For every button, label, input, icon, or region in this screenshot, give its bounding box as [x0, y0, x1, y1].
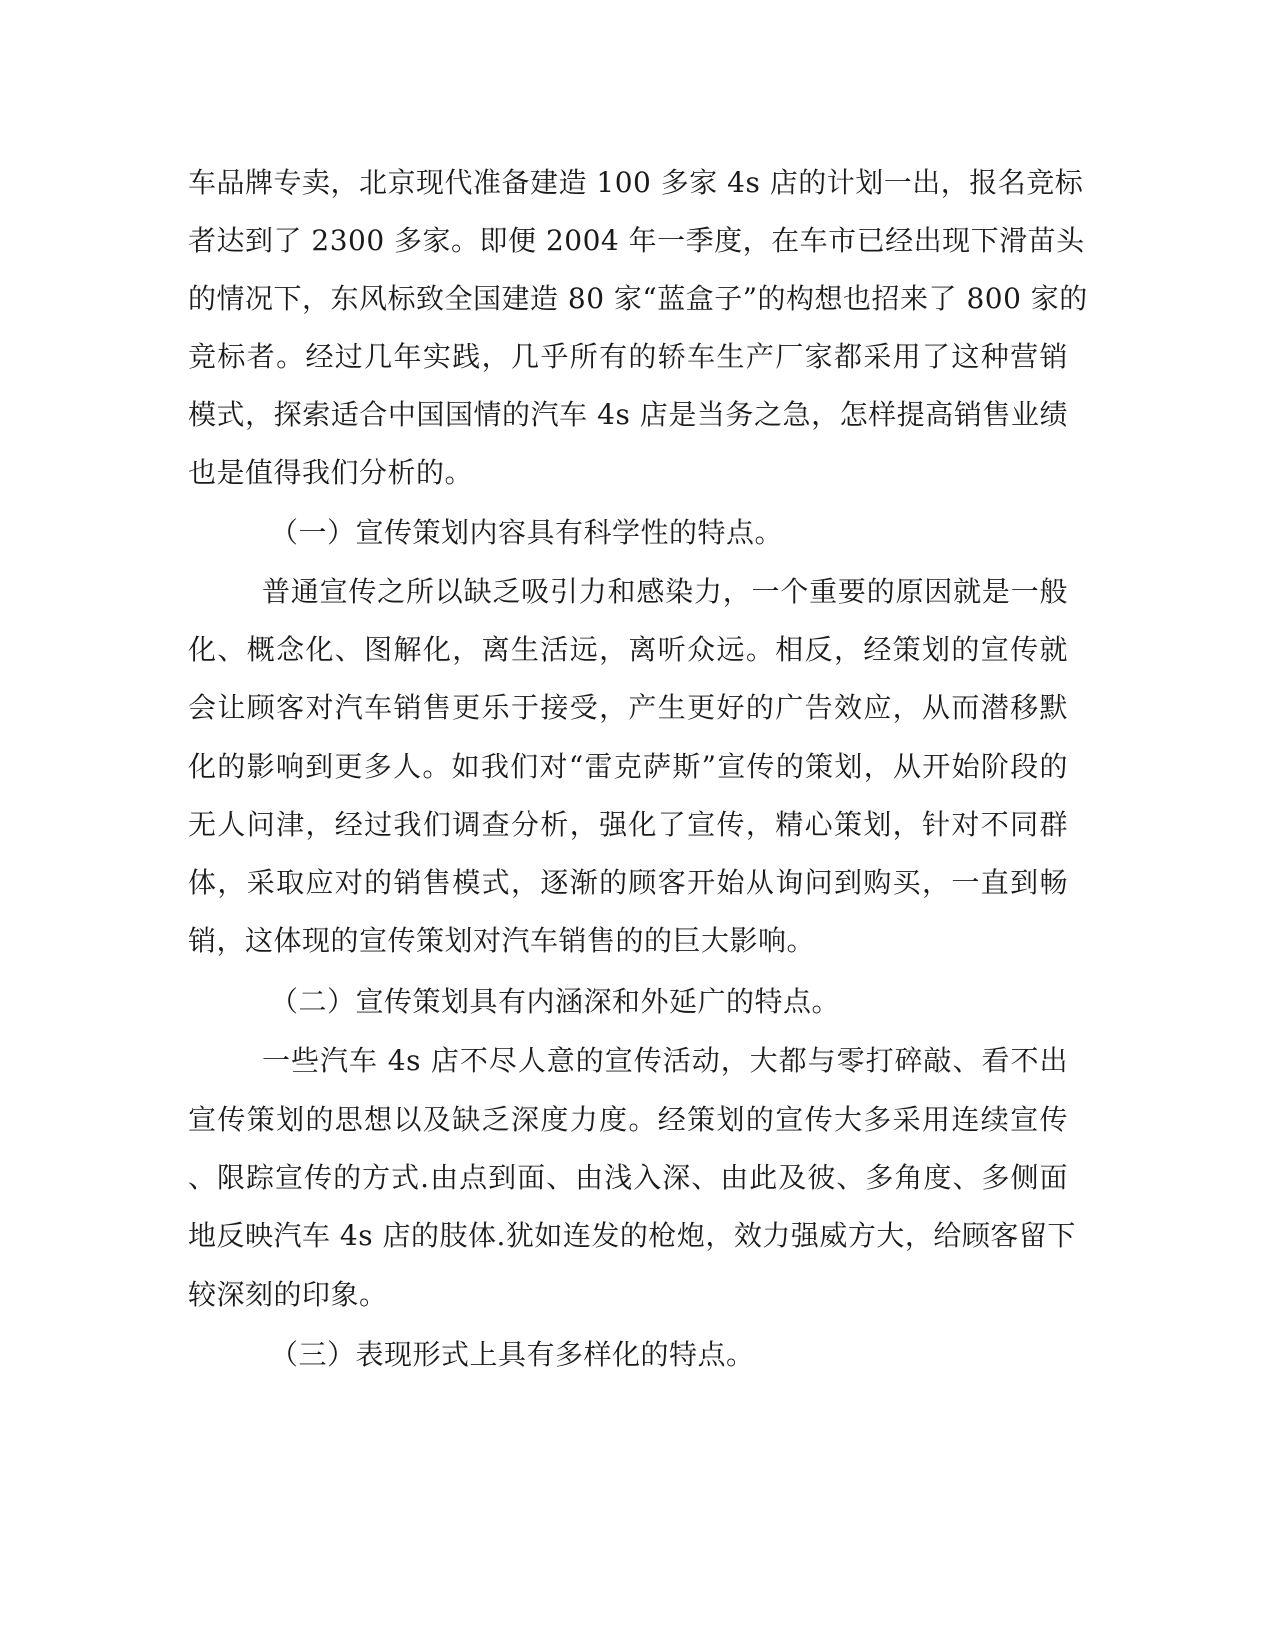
paragraph-2-line: 体，采取应对的销售模式，逐渐的顾客开始从询问到购买，一直到畅 — [188, 866, 1068, 899]
paragraph-1-line: 车品牌专卖，北京现代准备建造 100 多家 4s 店的计划一出，报名竞标 — [188, 166, 1084, 199]
paragraph-2-line: 会让顾客对汽车销售更乐于接受，产生更好的广告效应，从而潜移默 — [188, 691, 1068, 724]
paragraph-3-line: 宣传策划的思想以及缺乏深度力度。经策划的宣传大多采用连续宣传 — [188, 1103, 1068, 1136]
paragraph-1-line: 竞标者。经过几年实践，几乎所有的轿车生产厂家都采用了这种营销 — [188, 340, 1068, 373]
paragraph-1-line: 者达到了 2300 多家。即便 2004 年一季度，在车市已经出现下滑苗头 — [188, 224, 1085, 257]
paragraph-1-line: 的情况下，东风标致全国建造 80 家“蓝盒子”的构想也招来了 800 家的 — [188, 282, 1088, 315]
paragraph-2-line: 无人问津，经过我们调查分析，强化了宣传，精心策划，针对不同群 — [188, 808, 1068, 841]
paragraph-3-line: 较深刻的印象。 — [188, 1278, 388, 1311]
paragraph-3-line: 、限踪宣传的方式.由点到面、由浅入深、由此及彼、多角度、多侧面 — [188, 1161, 1068, 1194]
paragraph-2-line: 化、概念化、图解化，离生活远，离听众远。相反，经策划的宣传就 — [188, 633, 1068, 666]
section-heading-1: （一）宣传策划内容具有科学性的特点。 — [270, 516, 784, 549]
paragraph-2-line: 普通宣传之所以缺乏吸引力和感染力，一个重要的原因就是一般 — [262, 575, 1068, 608]
paragraph-3-line: 地反映汽车 4s 店的肢体.犹如连发的枪炮，效力强威方大，给顾客留下 — [188, 1219, 1076, 1252]
section-heading-3: （三）表现形式上具有多样化的特点。 — [270, 1338, 755, 1371]
paragraph-1-line: 也是值得我们分析的。 — [188, 456, 474, 489]
paragraph-1-line: 模式，探索适合中国国情的汽车 4s 店是当务之急，怎样提高销售业绩 — [188, 398, 1068, 431]
section-heading-2: （二）宣传策划具有内涵深和外延广的特点。 — [270, 985, 841, 1018]
paragraph-3-line: 一些汽车 4s 店不尽人意的宣传活动，大都与零打碎敲、看不出 — [262, 1044, 1068, 1077]
paragraph-2-line: 销，这体现的宣传策划对汽车销售的的巨大影响。 — [188, 924, 816, 957]
paragraph-2-line: 化的影响到更多人。如我们对“雷克萨斯”宣传的策划，从开始阶段的 — [188, 750, 1068, 783]
